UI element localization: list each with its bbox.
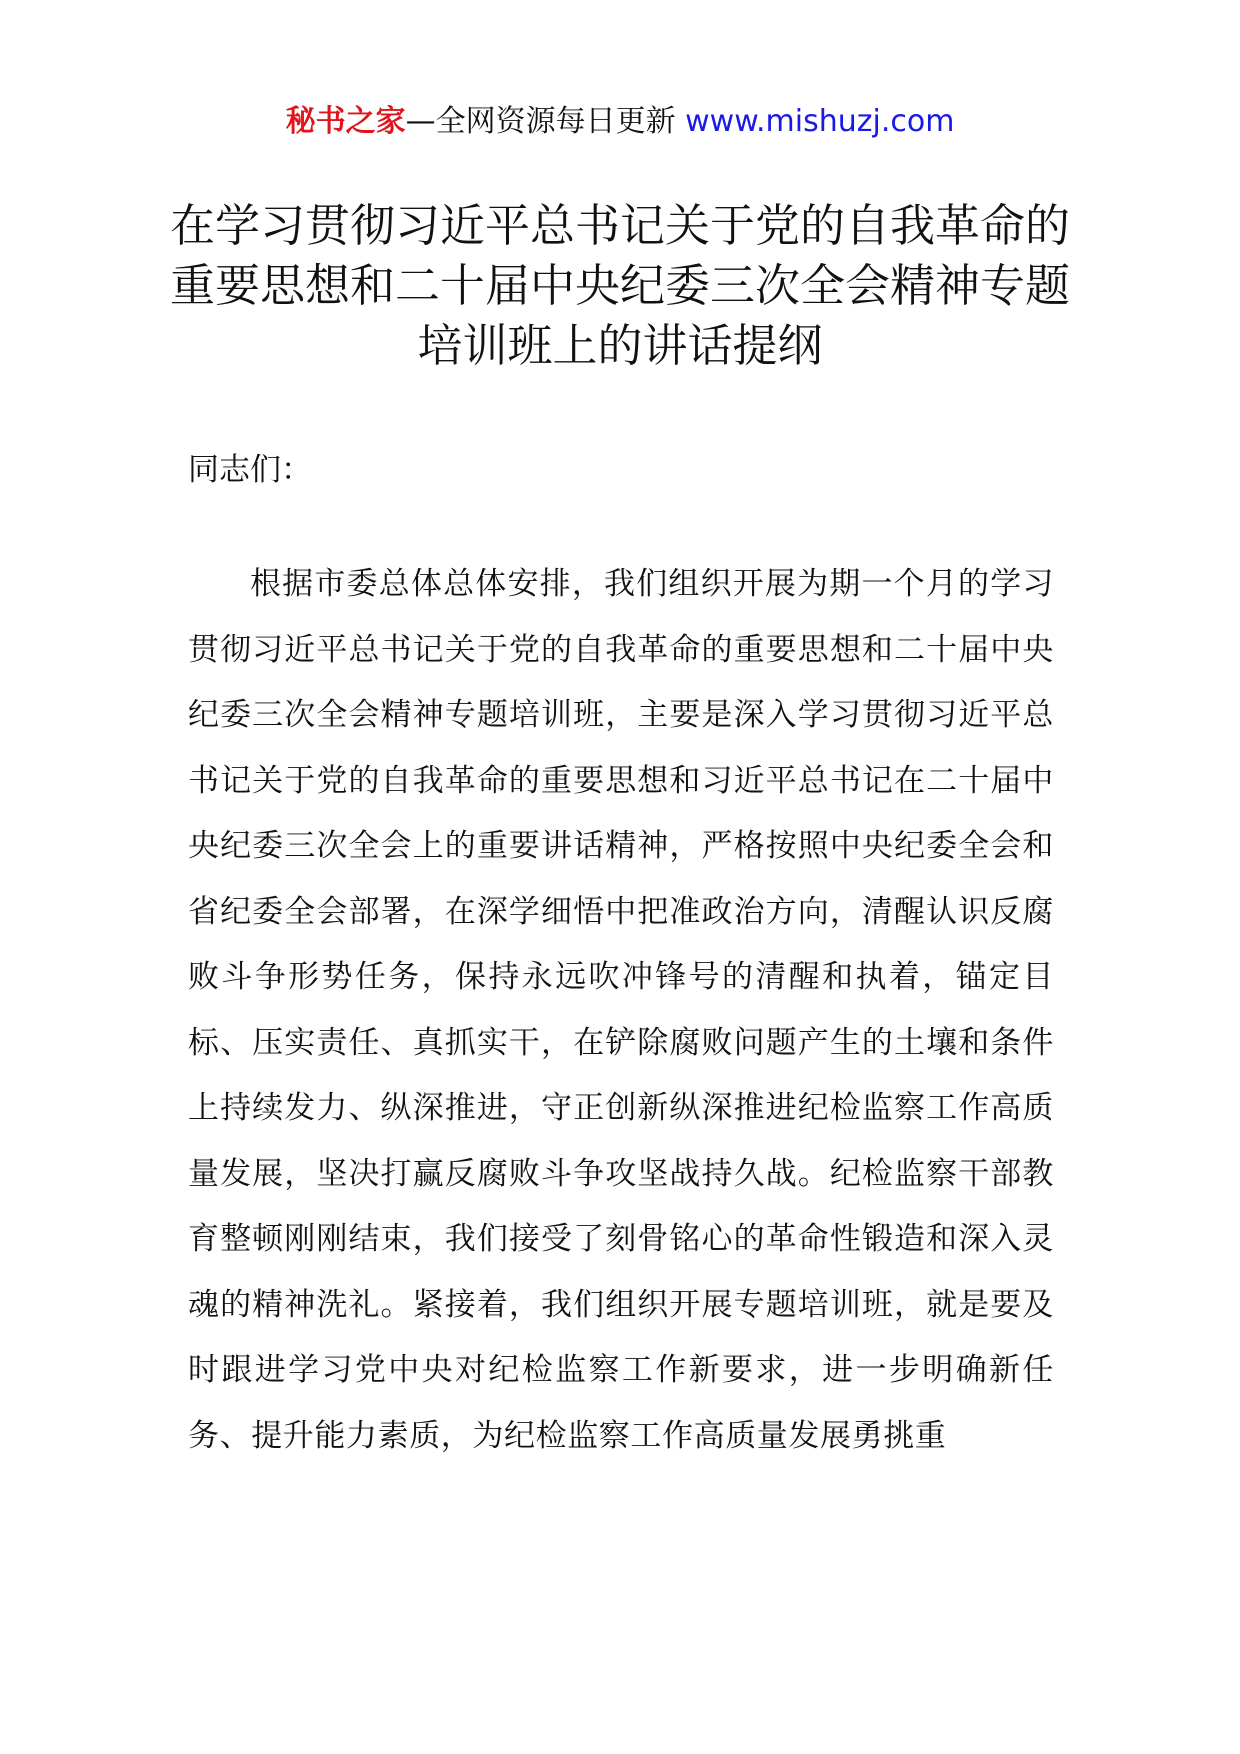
header-tagline: —全网资源每日更新 xyxy=(405,104,686,139)
body-paragraph: 根据市委总体总体安排，我们组织开展为期一个月的学习贯彻习近平总书记关于党的自我革命的重要思想和二十届中央纪委三次全会精神专题培训班，主要是深入学习贯彻习近平总书记关于党的自我革命的重要思想和习近平总书记在二十届中央纪委三次全会上的重要讲话精神，严格按照中央纪委全会和省纪委全会部署，在深学细悟中把准政治方向，清醒认识反腐败斗争形势任务，保持永远吹冲锋号的清醒和执着，锚定目标、压实责任、真抓实干，在铲除腐败问题产生的土壤和条件上持续发力、纵深推进，守正创新纵深推进纪检监察工作高质量发展，坚决打赢反腐败斗争攻坚战持久战。纪检监察干部教育整顿刚刚结束，我们接受了刻骨铭心的革命性锻造和深入灵魂的精神洗礼。紧接着，我们组织开展专题培训班，就是要及时跟进学习党中央对纪检监察工作新要求，进一步明确新任务、提升能力素质，为纪检监察工作高质量发展勇挑重 xyxy=(188,566,1054,1454)
site-header xyxy=(0,100,1240,144)
brand-name: 秘书之家 xyxy=(285,104,406,139)
document-title: 在学习贯彻习近平总书记关于党的自我革命的重要思想和二十届中央纪委三次全会精神专题培训班上的讲话提纲 xyxy=(169,199,1070,372)
salutation: 同志们： xyxy=(188,452,312,488)
site-link[interactable]: www.mishuzj.com xyxy=(685,104,955,139)
